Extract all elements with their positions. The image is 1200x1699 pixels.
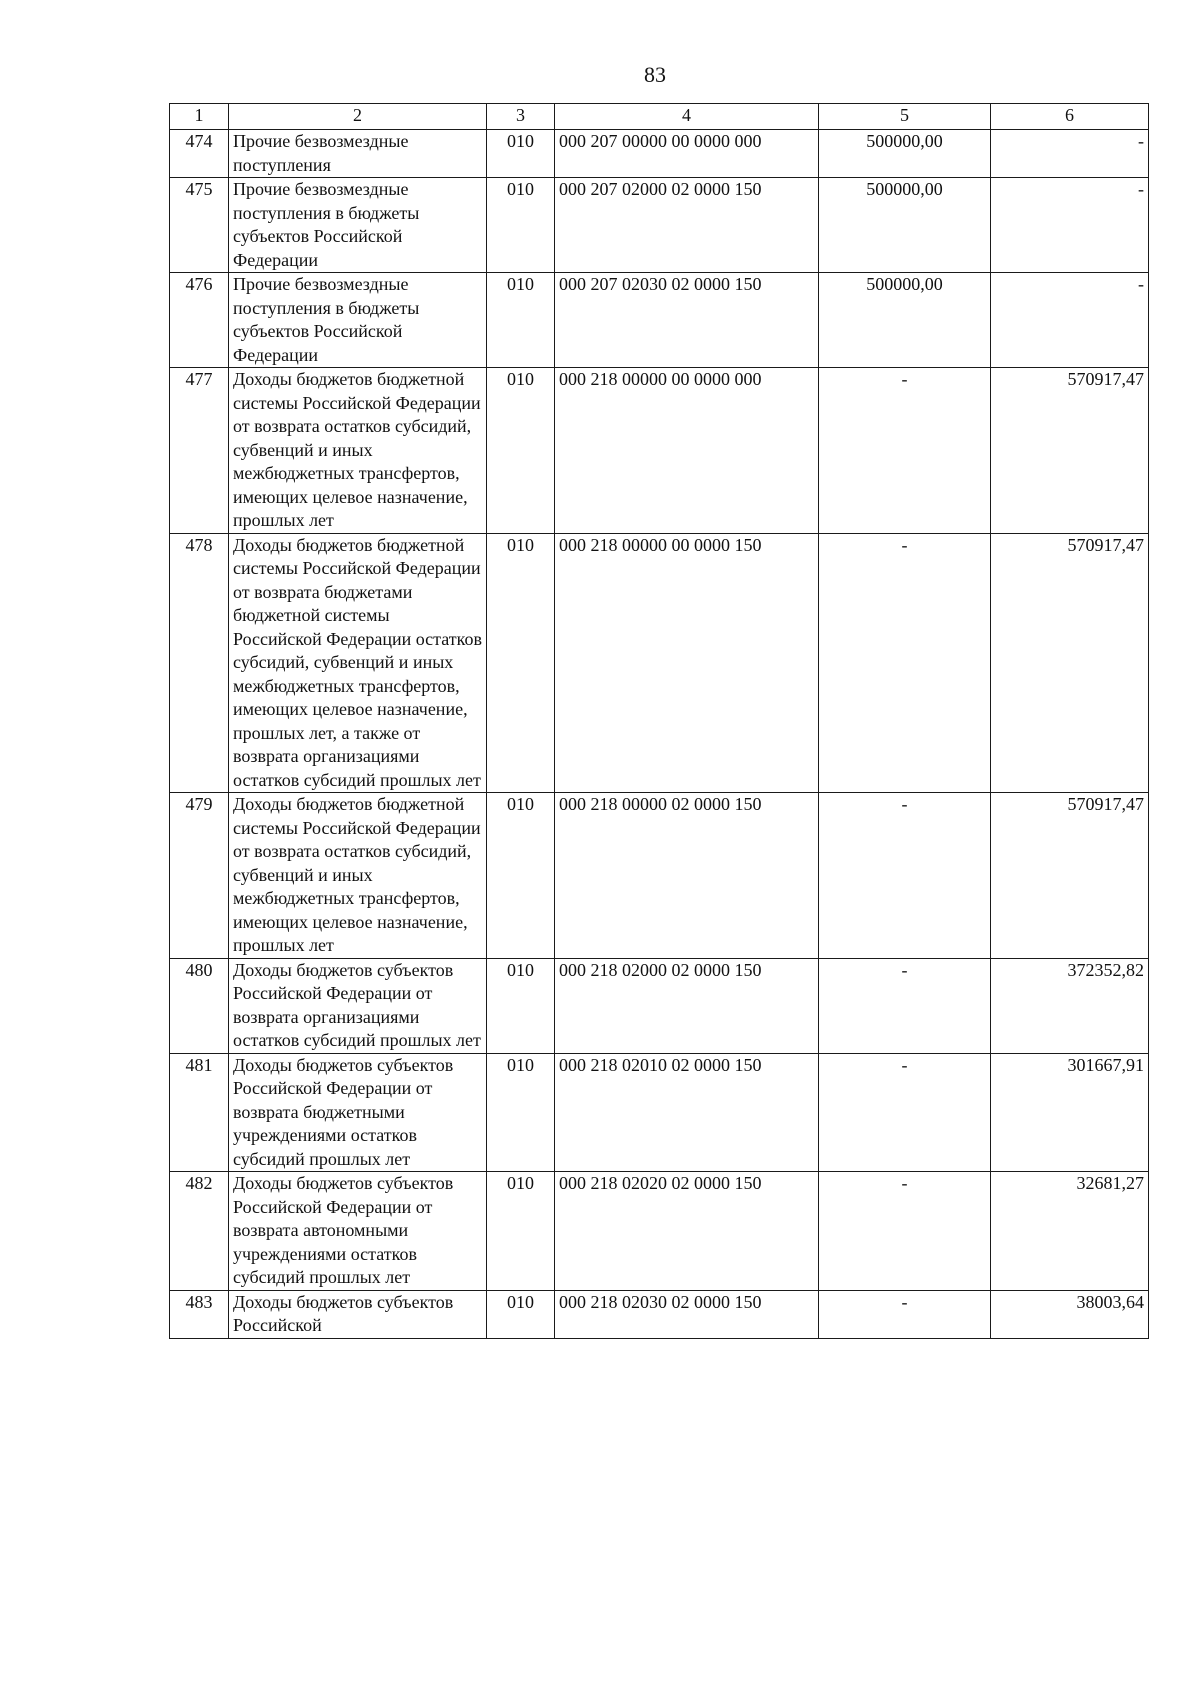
amount-col5: 500000,00 <box>819 273 991 368</box>
row-number: 477 <box>170 368 229 534</box>
row-number: 478 <box>170 533 229 793</box>
amount-col6: 38003,64 <box>991 1290 1149 1338</box>
income-name: Доходы бюджетов субъектов Российской Федерации от возврата автономными учреждениями остатков субсидий прошлых лет <box>229 1172 487 1291</box>
table-row <box>170 178 1149 273</box>
budget-code: 000 207 02030 02 0000 150 <box>555 273 819 368</box>
admin-code: 010 <box>487 533 555 793</box>
row-number: 482 <box>170 1172 229 1291</box>
table-row <box>170 1053 1149 1172</box>
table-row <box>170 273 1149 368</box>
income-name: Доходы бюджетов субъектов Российской <box>229 1290 487 1338</box>
table-row <box>170 533 1149 793</box>
admin-code: 010 <box>487 178 555 273</box>
row-number: 481 <box>170 1053 229 1172</box>
column-header: 5 <box>819 104 991 130</box>
budget-code: 000 218 02010 02 0000 150 <box>555 1053 819 1172</box>
row-number: 475 <box>170 178 229 273</box>
row-number: 476 <box>170 273 229 368</box>
amount-col6: 32681,27 <box>991 1172 1149 1291</box>
income-name: Доходы бюджетов бюджетной системы Российской Федерации от возврата остатков субсидий, субвенций и иных межбюджетных трансфертов, имеющих целевое назначение, прошлых лет <box>229 368 487 534</box>
income-name: Прочие безвозмездные поступления в бюджеты субъектов Российской Федерации <box>229 178 487 273</box>
amount-col6: 372352,82 <box>991 958 1149 1053</box>
income-name: Доходы бюджетов бюджетной системы Российской Федерации от возврата бюджетами бюджетной системы Российской Федерации остатков субсидий, субвенций и иных межбюджетных трансфертов, имеющих целевое назначение, прошлых лет, а также от возврата организациями остатков субсидий прошлых лет <box>229 533 487 793</box>
budget-code: 000 218 00000 00 0000 000 <box>555 368 819 534</box>
table-row <box>170 130 1149 178</box>
amount-col5: - <box>819 368 991 534</box>
budget-code: 000 207 02000 02 0000 150 <box>555 178 819 273</box>
amount-col6: 570917,47 <box>991 793 1149 959</box>
admin-code: 010 <box>487 1172 555 1291</box>
admin-code: 010 <box>487 130 555 178</box>
budget-code: 000 218 00000 02 0000 150 <box>555 793 819 959</box>
admin-code: 010 <box>487 1290 555 1338</box>
budget-code: 000 218 02030 02 0000 150 <box>555 1290 819 1338</box>
column-header: 6 <box>991 104 1149 130</box>
amount-col5: - <box>819 1053 991 1172</box>
income-name: Доходы бюджетов бюджетной системы Российской Федерации от возврата остатков субсидий, субвенций и иных межбюджетных трансфертов, имеющих целевое назначение, прошлых лет <box>229 793 487 959</box>
table-row <box>170 1290 1149 1338</box>
income-name: Доходы бюджетов субъектов Российской Федерации от возврата бюджетными учреждениями остатков субсидий прошлых лет <box>229 1053 487 1172</box>
column-header: 4 <box>555 104 819 130</box>
budget-code: 000 218 02020 02 0000 150 <box>555 1172 819 1291</box>
amount-col6: - <box>991 178 1149 273</box>
amount-col5: - <box>819 1172 991 1291</box>
admin-code: 010 <box>487 793 555 959</box>
amount-col6: - <box>991 130 1149 178</box>
admin-code: 010 <box>487 273 555 368</box>
income-name: Доходы бюджетов субъектов Российской Федерации от возврата организациями остатков субсидий прошлых лет <box>229 958 487 1053</box>
amount-col6: 570917,47 <box>991 533 1149 793</box>
column-header: 2 <box>229 104 487 130</box>
amount-col6: 301667,91 <box>991 1053 1149 1172</box>
amount-col6: - <box>991 273 1149 368</box>
row-number: 480 <box>170 958 229 1053</box>
amount-col6: 570917,47 <box>991 368 1149 534</box>
amount-col5: - <box>819 793 991 959</box>
column-header: 3 <box>487 104 555 130</box>
amount-col5: 500000,00 <box>819 130 991 178</box>
budget-code: 000 218 02000 02 0000 150 <box>555 958 819 1053</box>
amount-col5: - <box>819 533 991 793</box>
page-number: 83 <box>644 62 666 87</box>
amount-col5: - <box>819 1290 991 1338</box>
budget-code: 000 207 00000 00 0000 000 <box>555 130 819 178</box>
income-name: Прочие безвозмездные поступления в бюджеты субъектов Российской Федерации <box>229 273 487 368</box>
table-row <box>170 958 1149 1053</box>
admin-code: 010 <box>487 1053 555 1172</box>
table-row <box>170 793 1149 959</box>
income-name: Прочие безвозмездные поступления <box>229 130 487 178</box>
row-number: 479 <box>170 793 229 959</box>
budget-table <box>169 103 1149 1339</box>
table-row <box>170 1172 1149 1291</box>
column-header: 1 <box>170 104 229 130</box>
header-row <box>170 104 1149 130</box>
row-number: 474 <box>170 130 229 178</box>
table-row <box>170 368 1149 534</box>
amount-col5: 500000,00 <box>819 178 991 273</box>
row-number: 483 <box>170 1290 229 1338</box>
amount-col5: - <box>819 958 991 1053</box>
budget-code: 000 218 00000 00 0000 150 <box>555 533 819 793</box>
admin-code: 010 <box>487 958 555 1053</box>
admin-code: 010 <box>487 368 555 534</box>
